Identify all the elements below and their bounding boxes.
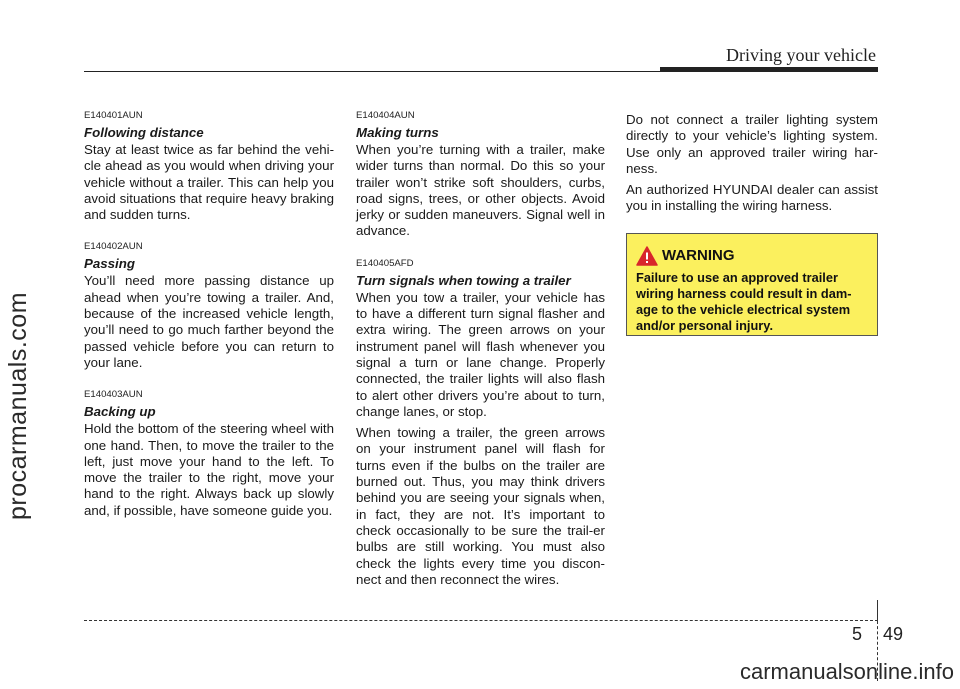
chapter-header-title: Driving your vehicle <box>726 45 876 65</box>
section-text: When you’re turning with a trailer, make wider turns than normal. Do this so your trailer won’t strike soft shoulders, curbs, road signs, trees, or other objects. Avoid jerky or sudden maneuvers. Signal well in advance. <box>356 142 605 239</box>
wiring-paragraph: Do not connect a trailer lighting system directly to your vehicle’s lighting system. Use only an approved trailer wiring har-ness. <box>626 112 878 176</box>
warning-label: WARNING <box>662 246 735 264</box>
section-code: E140403AUN <box>84 389 143 401</box>
section-code: E140405AFD <box>356 257 414 269</box>
section-paragraph: When you tow a trailer, your vehicle has to have a different turn signal flasher and extra wiring. The green arrows on your instrument panel will flash whenever you signal a turn or lane change. Properly connected, the trailer lights will also flash to alert other drivers you’re about to turn, change lanes, or stop. <box>356 289 605 419</box>
section-title: Turn signals when towing a trailer <box>356 272 571 288</box>
header-rule <box>84 71 660 72</box>
warning-triangle-icon <box>636 246 658 266</box>
column-3 <box>626 112 878 336</box>
section-turn-signals <box>356 258 605 588</box>
section-code: E140404AUN <box>356 110 415 121</box>
chapter-number: 5 <box>852 624 863 644</box>
warning-header <box>636 246 869 266</box>
column-1 <box>84 110 334 537</box>
section-code: E140401AUN <box>84 110 143 121</box>
warning-box <box>626 233 878 336</box>
footer-divider <box>877 600 878 621</box>
bottom-watermark: carmanualsonline.info <box>739 659 954 684</box>
side-watermark: procarmanuals.com <box>4 291 32 520</box>
section-following-distance <box>84 110 334 223</box>
section-title: Backing up <box>84 404 156 420</box>
dealer-paragraph: An authorized HYUNDAI dealer can assist you in installing the wiring harness. <box>626 182 878 214</box>
section-passing <box>84 241 334 371</box>
page-number: 49 <box>883 624 904 644</box>
section-backing-up <box>84 389 334 519</box>
column-2 <box>356 110 605 606</box>
section-making-turns <box>356 110 605 240</box>
section-title: Following distance <box>84 125 204 140</box>
section-text: Stay at least twice as far behind the vehi-cle ahead as you would when driving your vehicle without a trailer. This can help you avoid situations that require heavy braking and sudden turns. <box>84 142 334 223</box>
section-title: Passing <box>84 256 135 272</box>
header-rule-accent <box>660 67 878 72</box>
section-text: Hold the bottom of the steering wheel with one hand. Then, to move the trailer to the left, just move your hand to the left. To move the trailer to the right, move your hand to the right. Always back up slowly and, if possible, have someone guide you. <box>84 421 334 518</box>
section-title: Making turns <box>356 125 439 140</box>
footer-rule <box>84 620 878 621</box>
section-text: You’ll need more passing distance up ahead when you’re towing a trailer. And, because of the increased vehicle length, you’ll need to go much farther beyond the passed vehicle before you can return to your lane. <box>84 273 334 370</box>
section-paragraph: When towing a trailer, the green arrows on your instrument panel will flash for turns even if the bulbs on the trailer are burned out. Thus, you may think drivers behind you are seeing your signals when, in fact, they are not. It’s important to check occasionally to be sure the trail-er bulbs are still working. You must also check the lights every time you discon-nect and then reconnect the wires. <box>356 425 605 587</box>
section-code: E140402AUN <box>84 241 143 253</box>
warning-text: Failure to use an approved trailer wiring harness could result in dam-age to the vehicle electrical system and/or personal injury. <box>636 269 852 333</box>
